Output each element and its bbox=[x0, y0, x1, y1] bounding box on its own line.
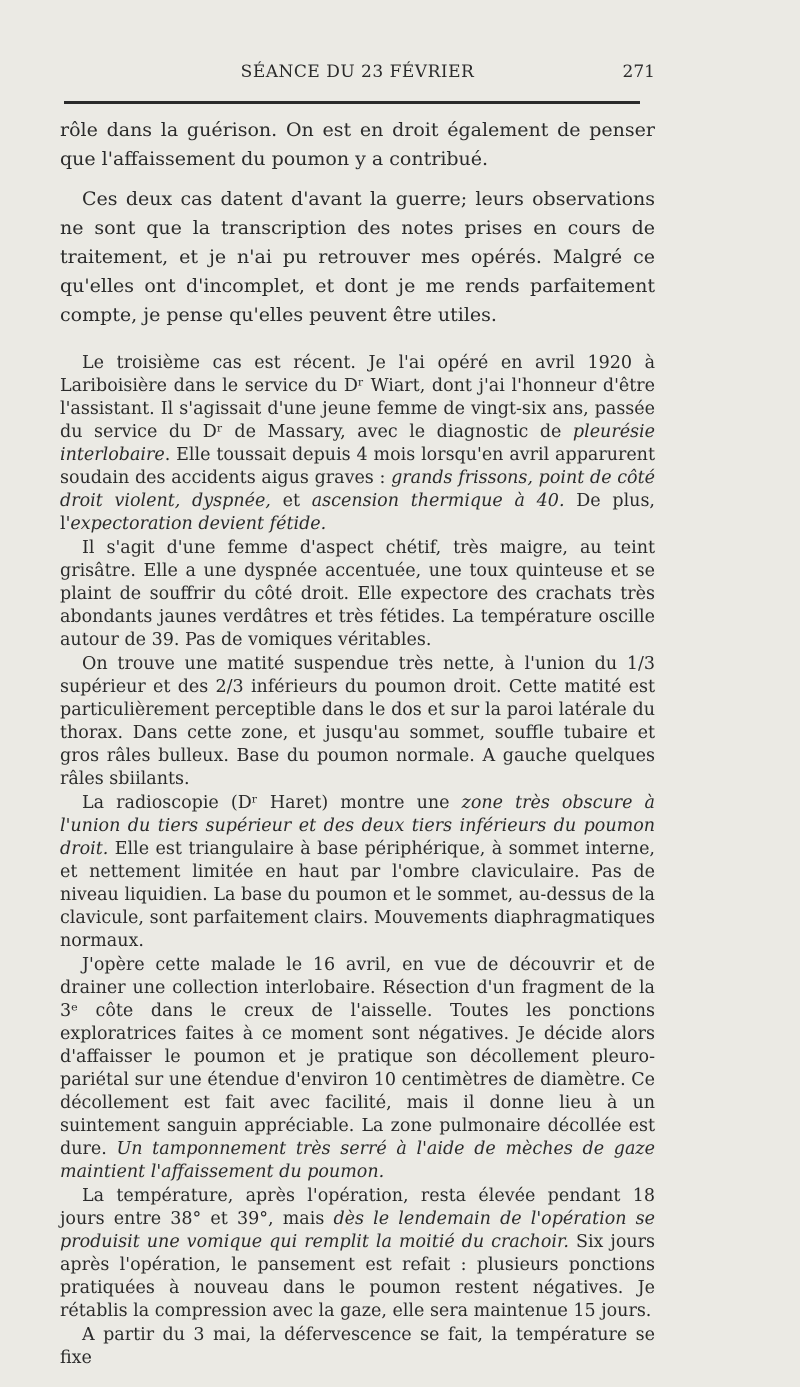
paragraph-3 bbox=[60, 352, 655, 536]
paragraph-7 bbox=[60, 954, 655, 1184]
paragraph-8 bbox=[60, 1185, 655, 1323]
paragraph-6 bbox=[60, 792, 655, 953]
paragraph-7-italic: Un tamponnement très serré à l'aide de mèches de gaze maintient l'affaissement du poumon. bbox=[60, 1139, 655, 1182]
paragraph-3-italic-1: pleurésie interlobaire bbox=[60, 422, 655, 465]
page-header bbox=[60, 60, 655, 90]
paragraph-2: Ces deux cas datent d'avant la guerre; leurs observations ne sont que la transcription des notes prises en cours de traitement, et je n'ai pu retrouver mes opérés. Malgré ce qu'elles ont d'incomplet, et dont je me rends parfaitement compte, je pense qu'elles peuvent être utiles. bbox=[60, 188, 655, 326]
running-title: SÉANCE DU 23 FÉVRIER bbox=[240, 62, 475, 82]
paragraph-6-text: La radioscopie (Dʳ Haret) montre une bbox=[82, 793, 462, 813]
header-rule bbox=[64, 101, 640, 104]
paragraph-4: Il s'agit d'une femme d'aspect chétif, très maigre, au teint grisâtre. Elle a une dyspnée accentuée, une toux quinteuse et se plaint de souffrir du côté droit. Elle expectore des crachats très abondants jaunes verdâtres et très fétides. La température oscille autour de 39. Pas de vomiques véritables. bbox=[60, 538, 655, 650]
paragraph-3-text-3: et bbox=[270, 491, 312, 511]
paragraph-6-text-2: Elle est triangulaire à base périphérique, à sommet interne, et nettement limitée en haut par l'ombre claviculaire. Pas de niveau liquidien. La base du poumon et le sommet, au-dessus de la clavicule, sont parfaitement clairs. Mouvements diaphragmatiques normaux. bbox=[60, 839, 655, 951]
paragraph-3-italic-3: ascension thermique à 40. bbox=[311, 491, 565, 511]
paragraph-3-italic-4: expectoration devient fétide. bbox=[70, 514, 327, 534]
paragraph-8-italic: dès le lendemain de l'opération se produisit une vomique qui remplit la moitié du crachoir. bbox=[60, 1209, 655, 1252]
paragraph-3-text: Le troisième cas est récent. Je l'ai opéré en avril 1920 à Lariboisière dans le service du Dʳ Wiart, dont j'ai l'honneur d'être l'assistant. Il s'agissait d'une jeune femme de vingt-six ans, passée du service du Dʳ de Massary, avec le diagnostic de bbox=[60, 353, 655, 442]
paragraph-3-text-2: . Elle toussait depuis 4 mois lorsqu'en avril apparurent soudain des accidents aigus graves : bbox=[60, 445, 655, 488]
paragraph-3-text-4: De plus, l' bbox=[60, 491, 655, 534]
paragraph-5: On trouve une matité suspendue très nette, à l'union du 1/3 supérieur et des 2/3 inférieurs du poumon droit. Cette matité est particulièrement perceptible dans le dos et sur la paroi latérale du thorax. Dans cette zone, et jusqu'au sommet, souffle tubaire et gros râles bulleux. Base du poumon normale. A gauche quelques râles sbiilants. bbox=[60, 654, 655, 789]
paragraph-6-italic: zone très obscure à l'union du tiers supérieur et des deux tiers inférieurs du poumon droit. bbox=[60, 793, 655, 859]
paragraph-8-text-2: Six jours après l'opération, le pansement est refait : plusieurs ponctions pratiquées à nouveau dans le poumon restent négatives. Je rétablis la compression avec la gaze, elle sera maintenue 15 jours. bbox=[60, 1232, 655, 1321]
paragraph-3-italic-2: grands frissons, point de côté droit violent, dyspnée, bbox=[60, 468, 655, 511]
paragraph-7-text: J'opère cette malade le 16 avril, en vue de découvrir et de drainer une collection interlobaire. Résection d'un fragment de la 3ᵉ côte dans le creux de l'aisselle. Toutes les ponctions exploratrices faites à ce moment sont négatives. Je décide alors d'affaisser le poumon et je pratique son décollement pleuro-pariétal sur une étendue d'environ 10 centimètres de diamètre. Ce décollement est fait avec facilité, mais il donne lieu à un suintement sanguin appréciable. La zone pulmonaire décollée est dure. bbox=[60, 955, 655, 1159]
paragraph-1: rôle dans la guérison. On est en droit également de penser que l'affaissement du poumon y a contribué. bbox=[60, 119, 655, 170]
page-number: 271 bbox=[622, 62, 655, 82]
body-text bbox=[60, 116, 655, 1371]
paragraph-8-text: La température, après l'opération, resta élevée pendant 18 jours entre 38° et 39°, mais bbox=[60, 1186, 655, 1229]
paragraph-9: A partir du 3 mai, la défervescence se fait, la température se fixe bbox=[60, 1325, 655, 1368]
